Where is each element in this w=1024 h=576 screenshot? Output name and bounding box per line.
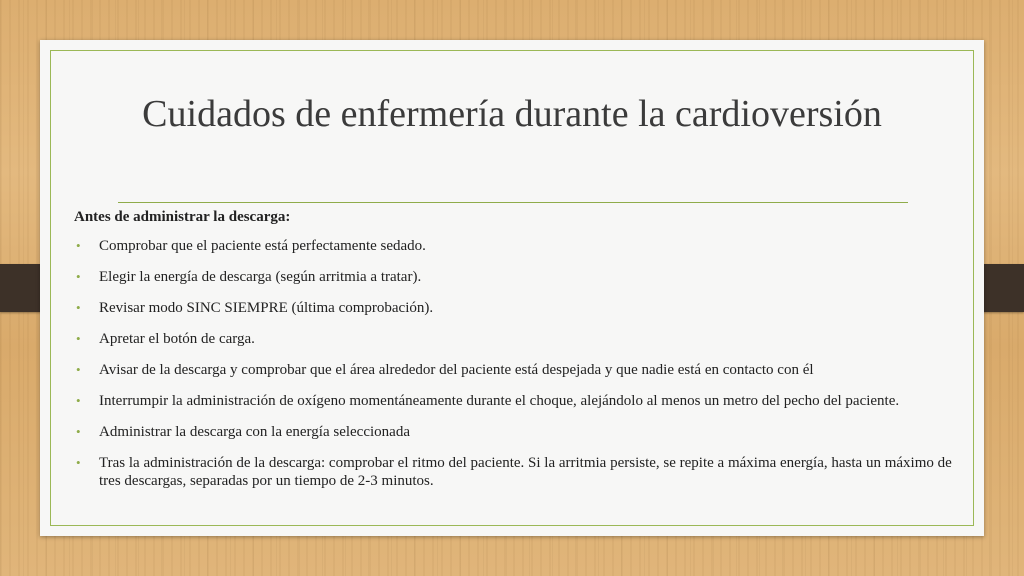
bullet-icon: • [76, 300, 81, 315]
list-item [74, 299, 954, 317]
bullet-icon: • [76, 269, 81, 284]
list-item [74, 237, 954, 255]
list-item [74, 454, 954, 490]
bullet-icon: • [76, 331, 81, 346]
section-subheading: Antes de administrar la descarga: [74, 209, 291, 225]
list-item-text: Tras la administración de la descarga: comprobar el ritmo del paciente. Si la arritmia persiste, se repite a máxima energía, hasta un máximo de tres descargas, separadas por un tiempo de 2-3 minutos. [99, 455, 952, 489]
bullet-list [74, 237, 954, 490]
slide-content [74, 208, 954, 503]
list-item-text: Administrar la descarga con la energía seleccionada [99, 424, 410, 440]
bullet-icon: • [76, 362, 81, 377]
list-item [74, 423, 954, 441]
list-item-text: Interrumpir la administración de oxígeno momentáneamente durante el choque, alejándolo al menos un metro del pecho del paciente. [99, 393, 900, 409]
list-item-text: Comprobar que el paciente está perfectamente sedado. [99, 238, 426, 254]
bullet-icon: • [76, 455, 81, 470]
bullet-icon: • [76, 238, 81, 253]
slide-title: Cuidados de enfermería durante la cardioversión [142, 93, 882, 135]
list-item-text: Avisar de la descarga y comprobar que el área alrededor del paciente está despejada y que nadie está en contacto con él [99, 362, 814, 378]
bullet-icon: • [76, 393, 81, 408]
list-item [74, 392, 954, 410]
bullet-icon: • [76, 424, 81, 439]
list-item [74, 268, 954, 286]
slide [40, 40, 984, 536]
list-item-text: Apretar el botón de carga. [99, 331, 255, 347]
list-item-text: Revisar modo SINC SIEMPRE (última comprobación). [99, 300, 434, 316]
list-item [74, 361, 954, 379]
title-underline [118, 202, 908, 203]
list-item-text: Elegir la energía de descarga (según arritmia a tratar). [99, 269, 422, 285]
list-item [74, 330, 954, 348]
